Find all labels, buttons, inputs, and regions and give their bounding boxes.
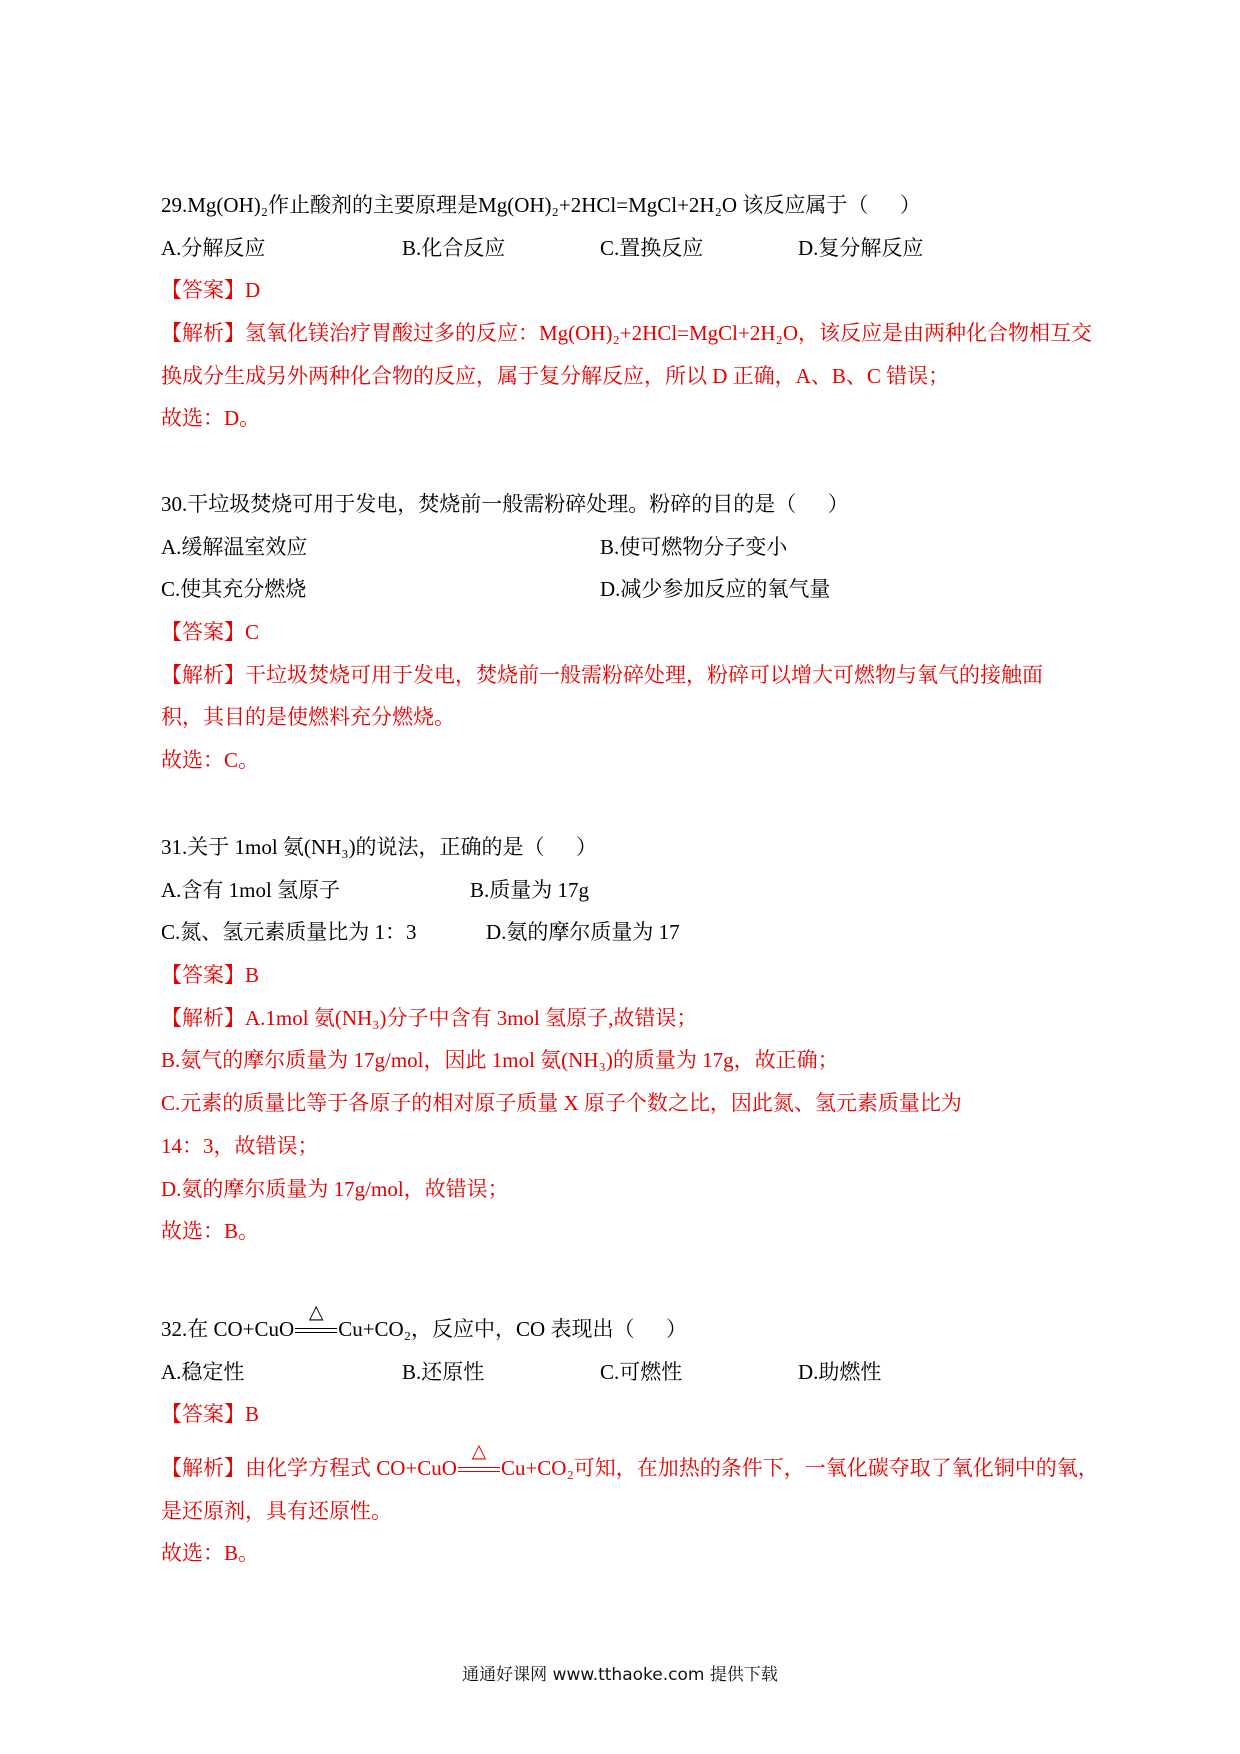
question-31-analysis-line-3: C.元素的质量比等于各原子的相对原子质量 X 原子个数之比，因此氮、氢元素质量比为 bbox=[161, 1091, 962, 1116]
question-30-conclusion: 故选：C。 bbox=[161, 748, 260, 773]
question-29 bbox=[161, 184, 1161, 440]
question-32 bbox=[161, 1301, 1161, 1575]
question-30-option-a: A.缓解温室效应 bbox=[161, 534, 308, 559]
question-29-stem: 29.Mg(OH)₂作止酸剂的主要原理是Mg(OH)₂+2HCl=MgCl+2H₂O 该反应属于（ ） bbox=[161, 193, 921, 217]
heating-condition-sign bbox=[295, 1301, 337, 1336]
question-31-analysis-line-4: 14：3，故错误； bbox=[161, 1133, 319, 1158]
analysis-label: 【解析】 bbox=[161, 1456, 245, 1481]
analysis-text-before: 由化学方程式 CO+CuO bbox=[245, 1456, 457, 1481]
question-32-option-c: C.可燃性 bbox=[600, 1359, 683, 1384]
heat-triangle-icon: △ bbox=[308, 1301, 324, 1323]
question-32-conclusion: 故选：B。 bbox=[161, 1541, 260, 1566]
question-30 bbox=[161, 483, 1161, 782]
question-31-option-d: D.氨的摩尔质量为 17 bbox=[486, 920, 680, 945]
question-30-answer bbox=[161, 611, 1161, 654]
question-32-answer bbox=[161, 1393, 1161, 1436]
heat-triangle-icon: △ bbox=[471, 1440, 487, 1463]
question-29-analysis-line-1 bbox=[161, 312, 1161, 355]
question-31-options-row-1 bbox=[161, 869, 1161, 912]
answer-label: 【答案】 bbox=[161, 963, 245, 988]
analysis-label: 【解析】 bbox=[161, 321, 245, 346]
answer-label: 【答案】 bbox=[161, 278, 245, 303]
question-31-conclusion: 故选：B。 bbox=[161, 1219, 260, 1244]
question-30-options-row-2 bbox=[161, 568, 1161, 611]
question-32-option-a: A.稳定性 bbox=[161, 1359, 245, 1384]
question-31-option-b: B.质量为 17g bbox=[470, 877, 590, 902]
question-31-analysis-line-1 bbox=[161, 997, 1161, 1040]
answer-value: D bbox=[245, 278, 261, 303]
answer-value: C bbox=[245, 620, 260, 645]
question-31-stem: 31.关于 1mol 氨(NH₃)的说法，正确的是（ ） bbox=[161, 835, 598, 859]
question-32-analysis-line-2: 是还原剂，具有还原性。 bbox=[161, 1498, 392, 1523]
analysis-text-after: Cu+CO₂可知，在加热的条件下，一氧化碳夺取了氧化铜中的氧， bbox=[500, 1456, 1099, 1481]
answer-label: 【答案】 bbox=[161, 1402, 245, 1427]
question-29-answer bbox=[161, 269, 1161, 312]
question-29-option-b: B.化合反应 bbox=[402, 235, 506, 260]
question-32-option-d: D.助燃性 bbox=[798, 1359, 882, 1384]
question-29-option-c: C.置换反应 bbox=[600, 235, 704, 260]
analysis-text: 干垃圾焚烧可用于发电，焚烧前一般需粉碎处理，粉碎可以增大可燃物与氧气的接触面 bbox=[245, 662, 1043, 687]
question-30-option-b: B.使可燃物分子变小 bbox=[600, 534, 788, 559]
double-line-equals bbox=[295, 1328, 337, 1333]
question-31-option-c: C.氮、氢元素质量比为 1：3 bbox=[161, 920, 417, 945]
answer-value: B bbox=[245, 1402, 260, 1427]
question-29-analysis-line-2: 换成分生成另外两种化合物的反应，属于复分解反应，所以 D 正确，A、B、C 错误； bbox=[161, 363, 950, 388]
answer-value: B bbox=[245, 963, 260, 988]
heating-condition-sign bbox=[458, 1440, 500, 1475]
question-32-options bbox=[161, 1351, 1161, 1394]
question-29-options bbox=[161, 227, 1161, 270]
question-31-answer bbox=[161, 954, 1161, 997]
analysis-label: 【解析】 bbox=[161, 1005, 245, 1030]
question-30-analysis-line-2: 积，其目的是使燃料充分燃烧。 bbox=[161, 705, 455, 730]
question-31-options-row-2 bbox=[161, 911, 1161, 954]
question-32-option-b: B.还原性 bbox=[402, 1359, 485, 1384]
question-31-analysis-line-5: D.氨的摩尔质量为 17g/mol，故错误； bbox=[161, 1176, 509, 1201]
question-29-conclusion: 故选：D。 bbox=[161, 406, 261, 431]
question-31-analysis-line-2: B.氨气的摩尔质量为 17g/mol，因此 1mol 氨(NH₃)的质量为 17g，故正确； bbox=[161, 1048, 839, 1073]
double-line-equals bbox=[458, 1467, 500, 1472]
question-30-option-c: C.使其充分燃烧 bbox=[161, 577, 307, 602]
question-31 bbox=[161, 826, 1161, 1253]
question-30-options-row-1 bbox=[161, 526, 1161, 569]
question-30-analysis-line-1 bbox=[161, 654, 1161, 697]
question-31-option-a: A.含有 1mol 氢原子 bbox=[161, 877, 341, 902]
page-footer: 通通好课网 www.tthaoke.com 提供下载 bbox=[462, 1665, 778, 1685]
analysis-text: A.1mol 氨(NH₃)分子中含有 3mol 氢原子,故错误； bbox=[245, 1005, 698, 1030]
analysis-label: 【解析】 bbox=[161, 662, 245, 687]
question-30-stem: 30.干垃圾焚烧可用于发电，焚烧前一般需粉碎处理。粉碎的目的是（ ） bbox=[161, 492, 849, 516]
question-29-option-d: D.复分解反应 bbox=[798, 235, 924, 260]
analysis-text: 氢氧化镁治疗胃酸过多的反应：Mg(OH)₂+2HCl=MgCl+2H₂O，该反应是由两种化合物相互交 bbox=[245, 321, 1093, 346]
question-29-option-a: A.分解反应 bbox=[161, 235, 266, 260]
question-32-stem bbox=[161, 1301, 1161, 1351]
stem-text-after: Cu+CO₂，反应中，CO 表现出（ ） bbox=[338, 1317, 687, 1341]
stem-text-before: 32.在 CO+CuO bbox=[161, 1317, 295, 1341]
question-30-option-d: D.减少参加反应的氧气量 bbox=[600, 577, 831, 602]
answer-label: 【答案】 bbox=[161, 620, 245, 645]
question-32-analysis-line-1 bbox=[161, 1440, 1161, 1490]
